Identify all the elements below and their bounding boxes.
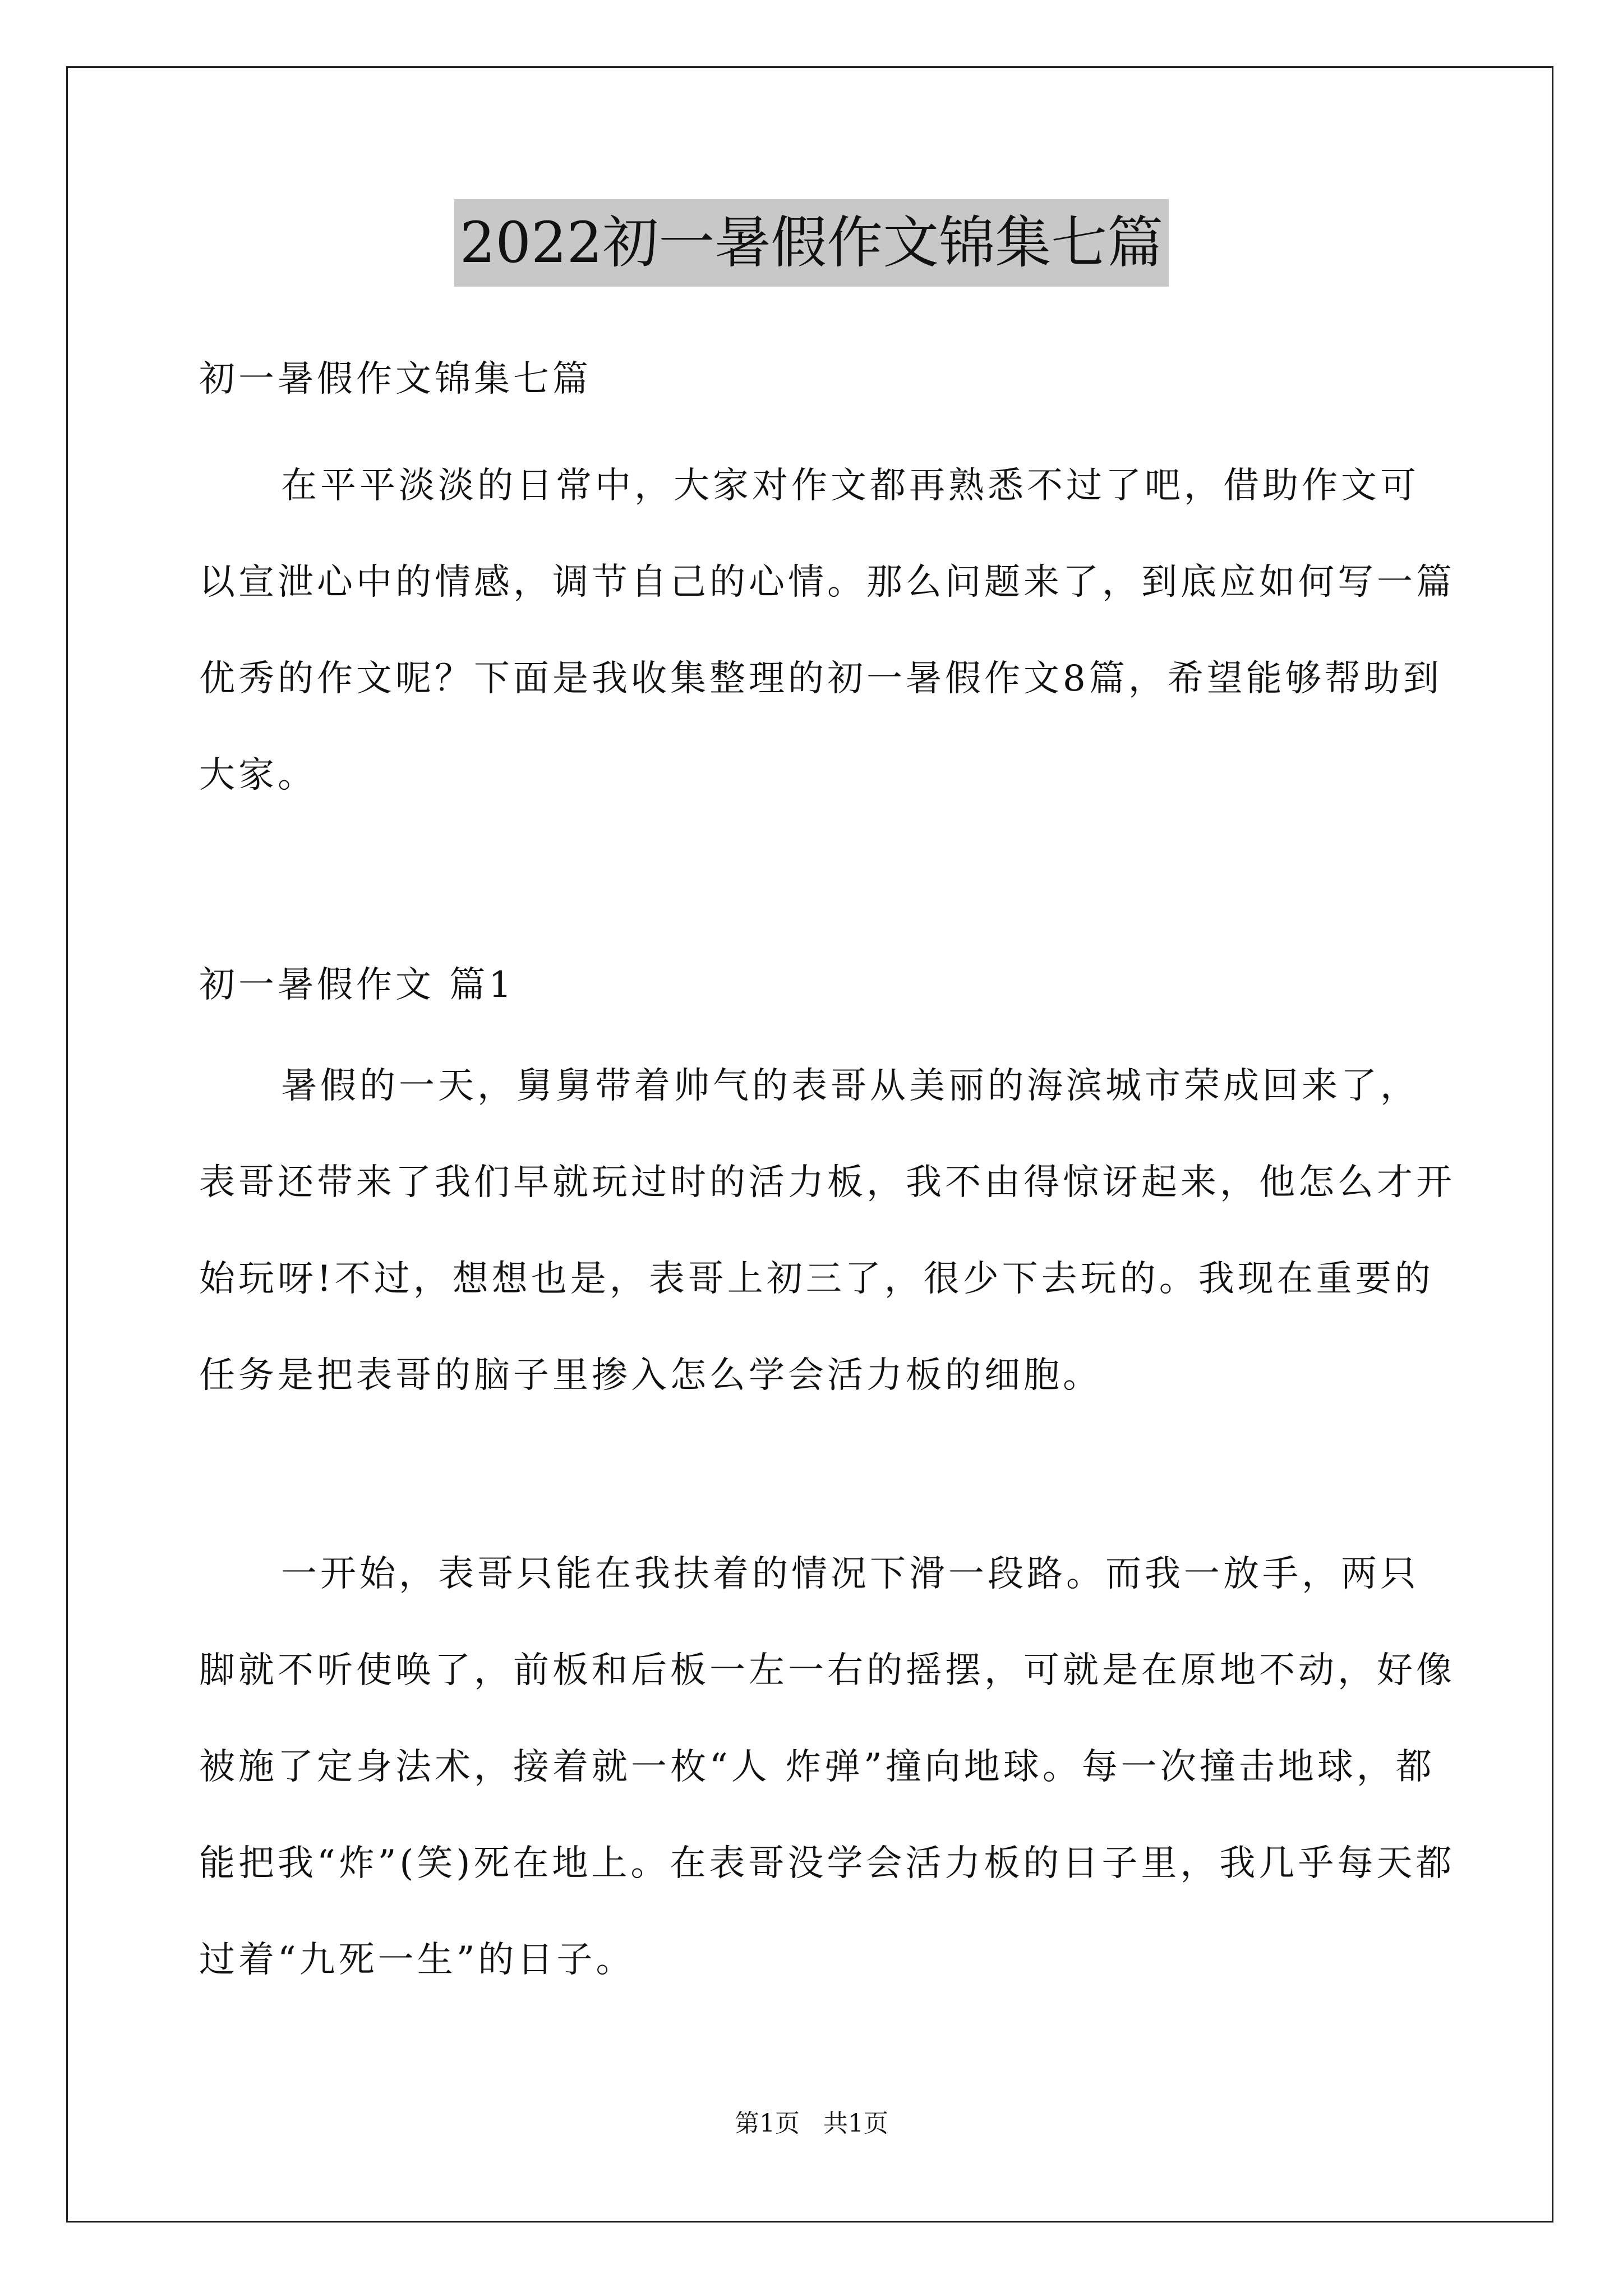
section-heading: 初一暑假作文 篇1 [199, 964, 515, 1006]
footer-total-pages: 共1页 [823, 2109, 888, 2138]
body-paragraph-1: 暑假的一天，舅舅带着帅气的表哥从美丽的海滨城市荣成回来了，表哥还带来了我们早就玩过时的活力板，我不由得惊讶起来，他怎么才开始玩呀!不过，想想也是，表哥上初三了，很少下去玩的。我现在重要的任务是把表哥的脑子里掺入怎么学会活力板的细胞。 [199, 1065, 1455, 1396]
title-container [0, 199, 1623, 287]
page-footer [0, 2107, 1623, 2141]
footer-page-number: 第1页 [735, 2109, 800, 2138]
document-subtitle: 初一暑假作文锦集七篇 [199, 358, 592, 400]
body-paragraph-2: 一开始，表哥只能在我扶着的情况下滑一段路。而我一放手，两只脚就不听使唤了，前板和后板一左一右的摇摆，可就是在原地不动，好像被施了定身法术，接着就一枚“人 炸弹”撞向地球。每一次撞击地球，都能把我“炸”(笑)死在地上。在表哥没学会活力板的日子里，我几乎每天都过着“九死一生”的日子。 [199, 1553, 1455, 1981]
document-title: 2022初一暑假作文锦集七篇 [454, 199, 1169, 287]
intro-paragraph: 在平平淡淡的日常中，大家对作文都再熟悉不过了吧，借助作文可以宣泄心中的情感，调节自己的心情。那么问题来了，到底应如何写一篇优秀的作文呢？下面是我收集整理的初一暑假作文8篇，希望能够帮助到大家。 [199, 465, 1455, 796]
